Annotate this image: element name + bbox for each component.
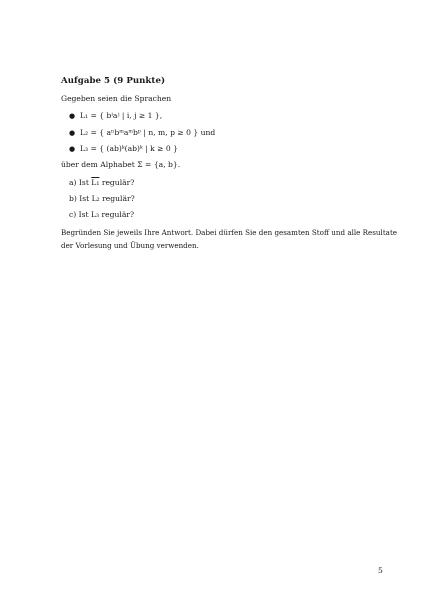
bullet-icon: ●	[69, 112, 76, 120]
question-symbol: L₂	[91, 194, 100, 203]
language-l2: L₂ = { aⁿbᵐaᵐbᵖ | n, m, p ≥ 0 } und	[80, 128, 216, 137]
question-prefix: Ist	[78, 178, 89, 187]
language-l3: L₃ = { (ab)ᵏ(ab)ᵏ | k ≥ 0 }	[80, 144, 178, 153]
question-label: a)	[69, 178, 77, 187]
language-l1: L₁ = { bⁱaʲ | i, j ≥ 1 },	[80, 111, 163, 120]
question-prefix: Ist	[79, 194, 90, 203]
exercise-heading: Aufgabe 5 (9 Punkte)	[61, 76, 166, 86]
instructions-line-1: Begründen Sie jeweils Ihre Antwort. Dabei dürfen Sie den gesamten Stoff und alle Resultate	[61, 228, 398, 237]
question-symbol: L₁	[91, 178, 100, 187]
question-a	[69, 178, 134, 187]
question-suffix: regulär?	[102, 194, 135, 203]
instructions-line-2: der Vorlesung und Übung verwenden.	[61, 241, 199, 250]
page-number: 5	[378, 566, 383, 575]
intro-text: Gegeben seien die Sprachen	[61, 94, 172, 103]
question-c	[69, 210, 134, 219]
alphabet-text: über dem Alphabet Σ = {a, b}.	[61, 160, 181, 169]
question-b	[69, 194, 135, 203]
question-label: c)	[69, 210, 77, 219]
question-suffix: regulär?	[101, 210, 135, 219]
question-symbol: L₃	[91, 210, 100, 219]
bullet-icon: ●	[69, 145, 76, 153]
question-prefix: Ist	[78, 210, 89, 219]
bullet-icon: ●	[69, 129, 76, 137]
question-label: b)	[69, 194, 77, 203]
question-suffix: regulär?	[101, 178, 135, 187]
